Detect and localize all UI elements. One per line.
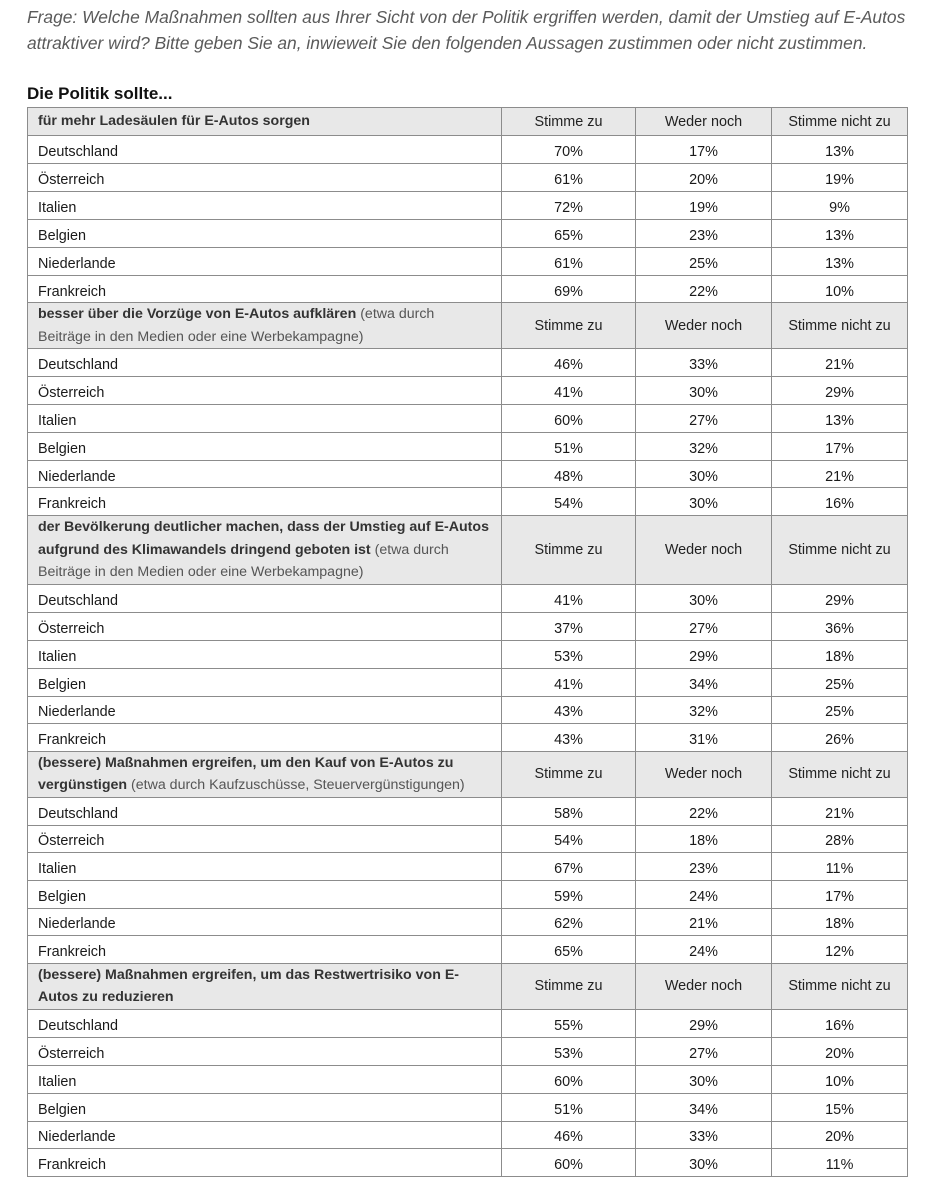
value-cell: 18% (636, 825, 772, 852)
value-cell: 18% (772, 640, 908, 668)
section-header-row (28, 516, 908, 585)
column-header: Weder noch (636, 303, 772, 349)
section-question (28, 516, 502, 585)
value-cell: 30% (636, 1065, 772, 1093)
value-cell: 60% (502, 1148, 636, 1176)
value-cell: 30% (636, 377, 772, 405)
country-cell: Deutschland (28, 136, 502, 164)
table-row (28, 1037, 908, 1065)
table-row (28, 852, 908, 880)
value-cell: 12% (772, 935, 908, 963)
value-cell: 22% (636, 797, 772, 825)
value-cell: 41% (502, 668, 636, 696)
value-cell: 17% (772, 880, 908, 908)
value-cell: 60% (502, 405, 636, 433)
value-cell: 10% (772, 1065, 908, 1093)
value-cell: 34% (636, 1093, 772, 1121)
table-row (28, 1009, 908, 1037)
value-cell: 62% (502, 908, 636, 935)
country-cell: Italien (28, 405, 502, 433)
column-header: Weder noch (636, 516, 772, 585)
value-cell: 29% (772, 584, 908, 612)
value-cell: 30% (636, 488, 772, 516)
value-cell: 16% (772, 488, 908, 516)
country-cell: Frankreich (28, 488, 502, 516)
section-question (28, 303, 502, 349)
country-cell: Belgien (28, 880, 502, 908)
table-row (28, 461, 908, 488)
value-cell: 30% (636, 584, 772, 612)
value-cell: 65% (502, 935, 636, 963)
table-row (28, 433, 908, 461)
section-header-row (28, 963, 908, 1009)
table-row (28, 1148, 908, 1176)
column-header: Stimme zu (502, 108, 636, 136)
country-cell: Niederlande (28, 248, 502, 276)
table-row (28, 825, 908, 852)
country-cell: Belgien (28, 433, 502, 461)
table-row (28, 696, 908, 723)
value-cell: 23% (636, 220, 772, 248)
table-row (28, 1093, 908, 1121)
value-cell: 59% (502, 880, 636, 908)
table-row (28, 164, 908, 192)
value-cell: 11% (772, 852, 908, 880)
country-cell: Deutschland (28, 797, 502, 825)
value-cell: 9% (772, 192, 908, 220)
column-header: Stimme zu (502, 516, 636, 585)
value-cell: 19% (636, 192, 772, 220)
section-question (28, 963, 502, 1009)
value-cell: 10% (772, 276, 908, 303)
value-cell: 21% (636, 908, 772, 935)
country-cell: Österreich (28, 164, 502, 192)
value-cell: 41% (502, 377, 636, 405)
table-row (28, 723, 908, 751)
table-row (28, 668, 908, 696)
column-header: Weder noch (636, 108, 772, 136)
section-question-bold: für mehr Ladesäulen für E-Autos sorgen (38, 113, 310, 130)
table-row (28, 136, 908, 164)
value-cell: 32% (636, 433, 772, 461)
table-row (28, 220, 908, 248)
table-row (28, 1065, 908, 1093)
value-cell: 72% (502, 192, 636, 220)
value-cell: 15% (772, 1093, 908, 1121)
section-question (28, 108, 502, 136)
value-cell: 67% (502, 852, 636, 880)
value-cell: 25% (772, 696, 908, 723)
value-cell: 30% (636, 461, 772, 488)
section-question-bold: (bessere) Maßnahmen ergreifen, um den Kauf von E-Autos zu vergünstigen (38, 754, 454, 793)
value-cell: 41% (502, 584, 636, 612)
table-row (28, 935, 908, 963)
table-row (28, 488, 908, 516)
country-cell: Italien (28, 192, 502, 220)
value-cell: 37% (502, 612, 636, 640)
value-cell: 65% (502, 220, 636, 248)
section-header-row (28, 751, 908, 797)
column-header: Stimme zu (502, 963, 636, 1009)
country-cell: Deutschland (28, 584, 502, 612)
value-cell: 25% (772, 668, 908, 696)
value-cell: 30% (636, 1148, 772, 1176)
value-cell: 17% (772, 433, 908, 461)
table-row (28, 349, 908, 377)
value-cell: 18% (772, 908, 908, 935)
value-cell: 21% (772, 461, 908, 488)
table-row (28, 377, 908, 405)
value-cell: 16% (772, 1009, 908, 1037)
country-cell: Belgien (28, 220, 502, 248)
table-row (28, 797, 908, 825)
question-text: Frage: Welche Maßnahmen sollten aus Ihrer Sicht von der Politik ergriffen werden, damit der Umstieg auf E-Autos attraktiver wird? Bitte geben Sie an, inwieweit Sie den folgenden Aussagen zustimmen oder nicht zustimmen. (27, 7, 906, 53)
value-cell: 20% (772, 1037, 908, 1065)
country-cell: Niederlande (28, 461, 502, 488)
value-cell: 26% (772, 723, 908, 751)
table-row (28, 405, 908, 433)
section-question-bold: (bessere) Maßnahmen ergreifen, um das Restwertrisiko von E-Autos zu reduzieren (38, 966, 460, 1005)
value-cell: 28% (772, 825, 908, 852)
table-row (28, 192, 908, 220)
value-cell: 54% (502, 825, 636, 852)
table-row (28, 276, 908, 303)
value-cell: 53% (502, 640, 636, 668)
value-cell: 36% (772, 612, 908, 640)
value-cell: 29% (636, 1009, 772, 1037)
country-cell: Deutschland (28, 1009, 502, 1037)
value-cell: 46% (502, 1121, 636, 1148)
value-cell: 58% (502, 797, 636, 825)
value-cell: 13% (772, 405, 908, 433)
value-cell: 13% (772, 220, 908, 248)
table-row (28, 584, 908, 612)
country-cell: Belgien (28, 1093, 502, 1121)
value-cell: 19% (772, 164, 908, 192)
country-cell: Italien (28, 640, 502, 668)
column-header: Stimme zu (502, 303, 636, 349)
value-cell: 24% (636, 880, 772, 908)
value-cell: 33% (636, 1121, 772, 1148)
value-cell: 17% (636, 136, 772, 164)
country-cell: Belgien (28, 668, 502, 696)
country-cell: Frankreich (28, 276, 502, 303)
table-row (28, 248, 908, 276)
section-question-note: (etwa durch Beiträge in den Medien oder eine Werbekampagne) (38, 306, 435, 345)
value-cell: 25% (636, 248, 772, 276)
column-header: Stimme zu (502, 751, 636, 797)
section-question-bold: besser über die Vorzüge von E-Autos aufklären (38, 306, 357, 322)
survey-table (27, 107, 908, 1177)
value-cell: 51% (502, 1093, 636, 1121)
value-cell: 21% (772, 797, 908, 825)
country-cell: Österreich (28, 1037, 502, 1065)
column-header: Stimme nicht zu (772, 108, 908, 136)
value-cell: 54% (502, 488, 636, 516)
value-cell: 24% (636, 935, 772, 963)
value-cell: 69% (502, 276, 636, 303)
column-header: Weder noch (636, 751, 772, 797)
value-cell: 46% (502, 349, 636, 377)
country-cell: Frankreich (28, 1148, 502, 1176)
country-cell: Niederlande (28, 696, 502, 723)
value-cell: 55% (502, 1009, 636, 1037)
column-header: Stimme nicht zu (772, 963, 908, 1009)
country-cell: Deutschland (28, 349, 502, 377)
value-cell: 60% (502, 1065, 636, 1093)
value-cell: 33% (636, 349, 772, 377)
table-row (28, 908, 908, 935)
column-header: Stimme nicht zu (772, 751, 908, 797)
country-cell: Frankreich (28, 935, 502, 963)
value-cell: 32% (636, 696, 772, 723)
value-cell: 23% (636, 852, 772, 880)
section-question-bold: der Bevölkerung deutlicher machen, dass der Umstieg auf E-Autos aufgrund des Klimawandels dringend geboten ist (38, 519, 489, 558)
value-cell: 27% (636, 612, 772, 640)
value-cell: 13% (772, 248, 908, 276)
value-cell: 53% (502, 1037, 636, 1065)
value-cell: 11% (772, 1148, 908, 1176)
value-cell: 43% (502, 723, 636, 751)
value-cell: 43% (502, 696, 636, 723)
value-cell: 48% (502, 461, 636, 488)
value-cell: 27% (636, 405, 772, 433)
country-cell: Italien (28, 1065, 502, 1093)
table-row (28, 1121, 908, 1148)
country-cell: Österreich (28, 612, 502, 640)
country-cell: Österreich (28, 825, 502, 852)
table-row (28, 640, 908, 668)
value-cell: 29% (772, 377, 908, 405)
section-question (28, 751, 502, 797)
section-question-note: (etwa durch Beiträge in den Medien oder eine Werbekampagne) (38, 541, 449, 580)
value-cell: 34% (636, 668, 772, 696)
value-cell: 31% (636, 723, 772, 751)
section-question-note: (etwa durch Kaufzuschüsse, Steuervergünstigungen) (131, 777, 465, 793)
value-cell: 27% (636, 1037, 772, 1065)
section-header-row (28, 108, 908, 136)
column-header: Stimme nicht zu (772, 303, 908, 349)
table-subtitle: Die Politik sollte... (27, 84, 173, 103)
country-cell: Niederlande (28, 908, 502, 935)
value-cell: 70% (502, 136, 636, 164)
value-cell: 20% (772, 1121, 908, 1148)
value-cell: 61% (502, 248, 636, 276)
value-cell: 51% (502, 433, 636, 461)
table-row (28, 880, 908, 908)
value-cell: 61% (502, 164, 636, 192)
country-cell: Österreich (28, 377, 502, 405)
column-header: Weder noch (636, 963, 772, 1009)
country-cell: Frankreich (28, 723, 502, 751)
table-row (28, 612, 908, 640)
value-cell: 13% (772, 136, 908, 164)
country-cell: Niederlande (28, 1121, 502, 1148)
column-header: Stimme nicht zu (772, 516, 908, 585)
value-cell: 29% (636, 640, 772, 668)
country-cell: Italien (28, 852, 502, 880)
value-cell: 22% (636, 276, 772, 303)
value-cell: 21% (772, 349, 908, 377)
section-header-row (28, 303, 908, 349)
value-cell: 20% (636, 164, 772, 192)
